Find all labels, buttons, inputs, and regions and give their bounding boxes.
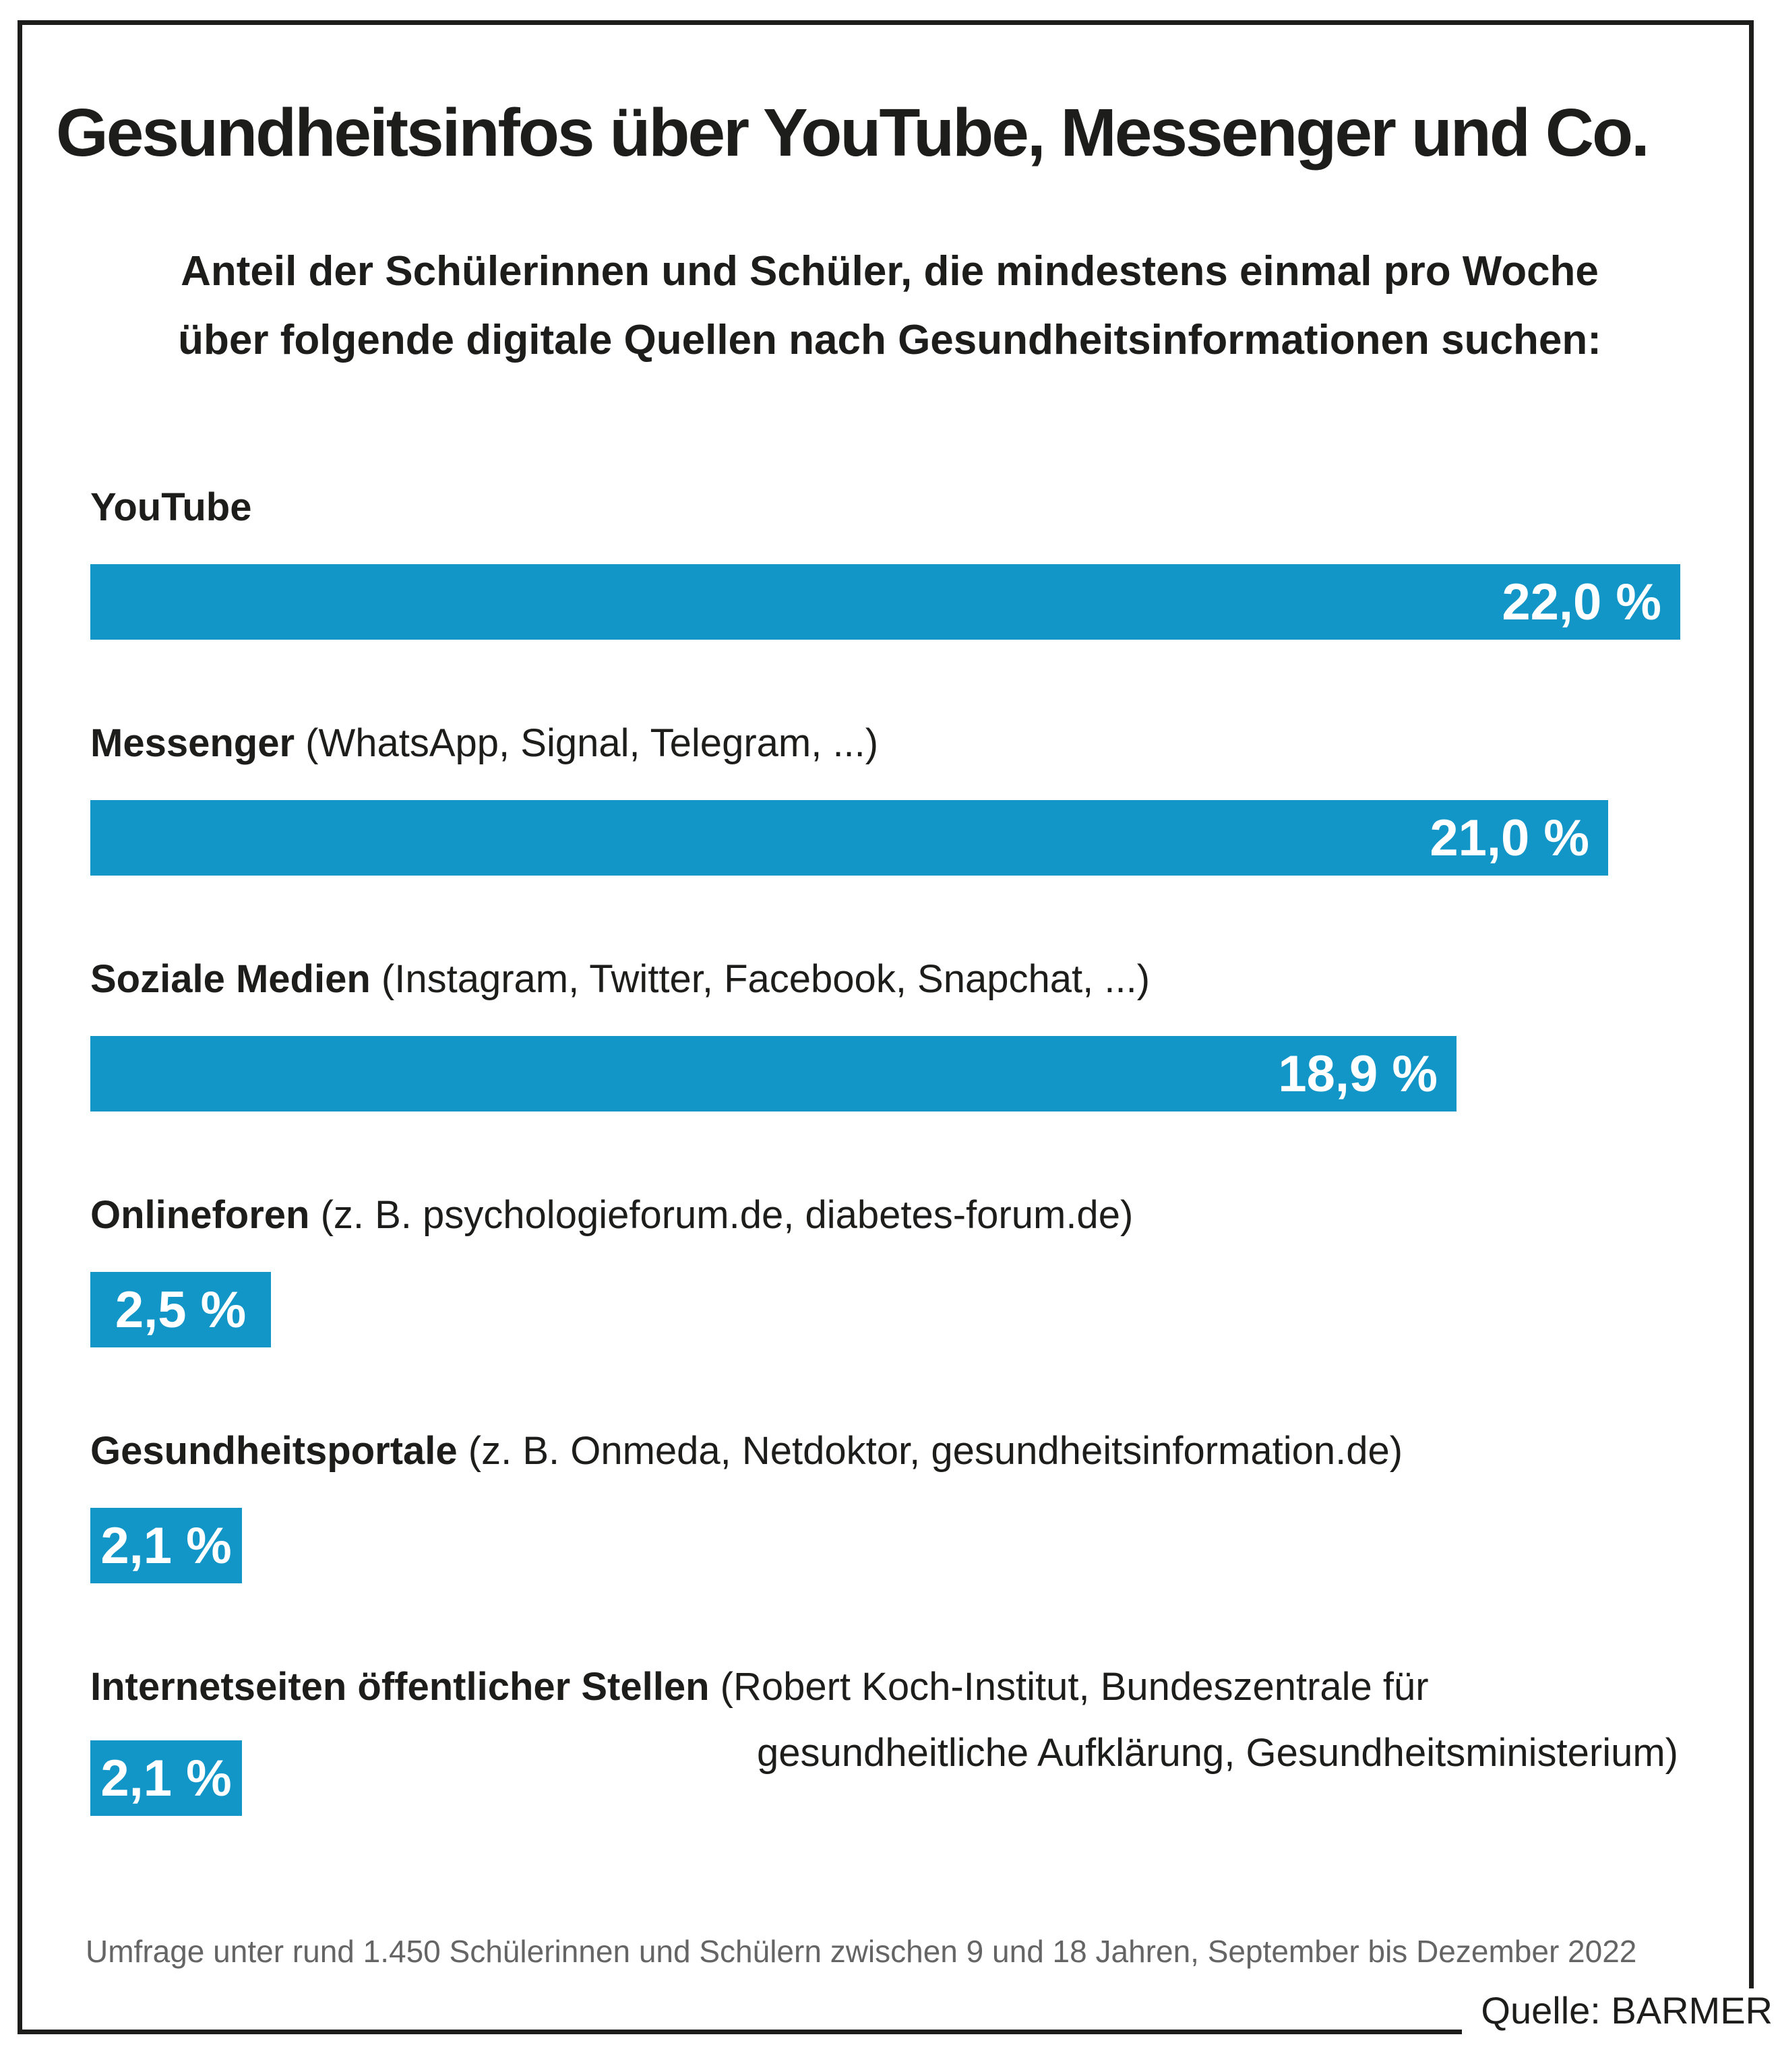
category-detail: (z. B. psychologieforum.de, diabetes-forum.de) [309, 1193, 1134, 1237]
category-detail: (z. B. Onmeda, Netdoktor, gesundheitsinformation.de) [457, 1429, 1403, 1473]
bar-label-onlineforen [90, 1192, 1681, 1239]
subtitle-line-1: Anteil der Schülerinnen und Schüler, die mindestens einmal pro Woche [181, 248, 1599, 295]
category-detail: (WhatsApp, Signal, Telegram, ...) [295, 721, 879, 765]
bar-label-youtube [90, 484, 1681, 531]
category-name: Onlineforen [90, 1193, 310, 1237]
survey-note: Umfrage unter rund 1.450 Schülerinnen und Schülern zwischen 9 und 18 Jahren, September bis Dezember 2022 [86, 1934, 1637, 1969]
category-name: YouTube [90, 485, 252, 529]
bar-gesundheitsportale [90, 1508, 242, 1583]
category-detail: (Instagram, Twitter, Facebook, Snapchat, ...) [370, 957, 1151, 1001]
subtitle-line-2: über folgende digitale Quellen nach Gesundheitsinformationen suchen: [178, 317, 1601, 363]
category-detail: (Robert Koch-Institut, Bundeszentrale für [709, 1665, 1429, 1709]
bar-soziale-medien [90, 1036, 1457, 1111]
bar-onlineforen [90, 1272, 271, 1347]
bar-value-label: 18,9 % [1278, 1045, 1438, 1103]
bar-youtube [90, 564, 1680, 640]
category-name: Messenger [90, 721, 295, 765]
chart-subtitle [64, 237, 1715, 375]
category-name: Soziale Medien [90, 957, 371, 1001]
bar-label-messenger [90, 720, 1681, 767]
bar-messenger [90, 800, 1608, 876]
bar-label-internetseiten-line2: gesundheitliche Aufklärung, Gesundheitsministerium) [757, 1731, 1678, 1775]
bar-value-label: 2,1 % [100, 1749, 232, 1807]
bar-label-gesundheitsportale [90, 1428, 1681, 1475]
bar-value-label: 2,1 % [100, 1517, 232, 1575]
bar-internetseiten [90, 1740, 242, 1816]
bar-label-soziale-medien [90, 956, 1681, 1003]
page-title: Gesundheitsinfos über YouTube, Messenger und Co. [56, 95, 1648, 171]
category-name: Gesundheitsportale [90, 1429, 458, 1473]
category-name: Internetseiten öffentlicher Stellen [90, 1665, 710, 1709]
source-label: Quelle: BARMER [1462, 1988, 1773, 2046]
bar-label-internetseiten-line1 [90, 1664, 1681, 1711]
bar-value-label: 2,5 % [115, 1281, 247, 1339]
bar-value-label: 22,0 % [1502, 573, 1661, 631]
bar-value-label: 21,0 % [1430, 809, 1589, 867]
